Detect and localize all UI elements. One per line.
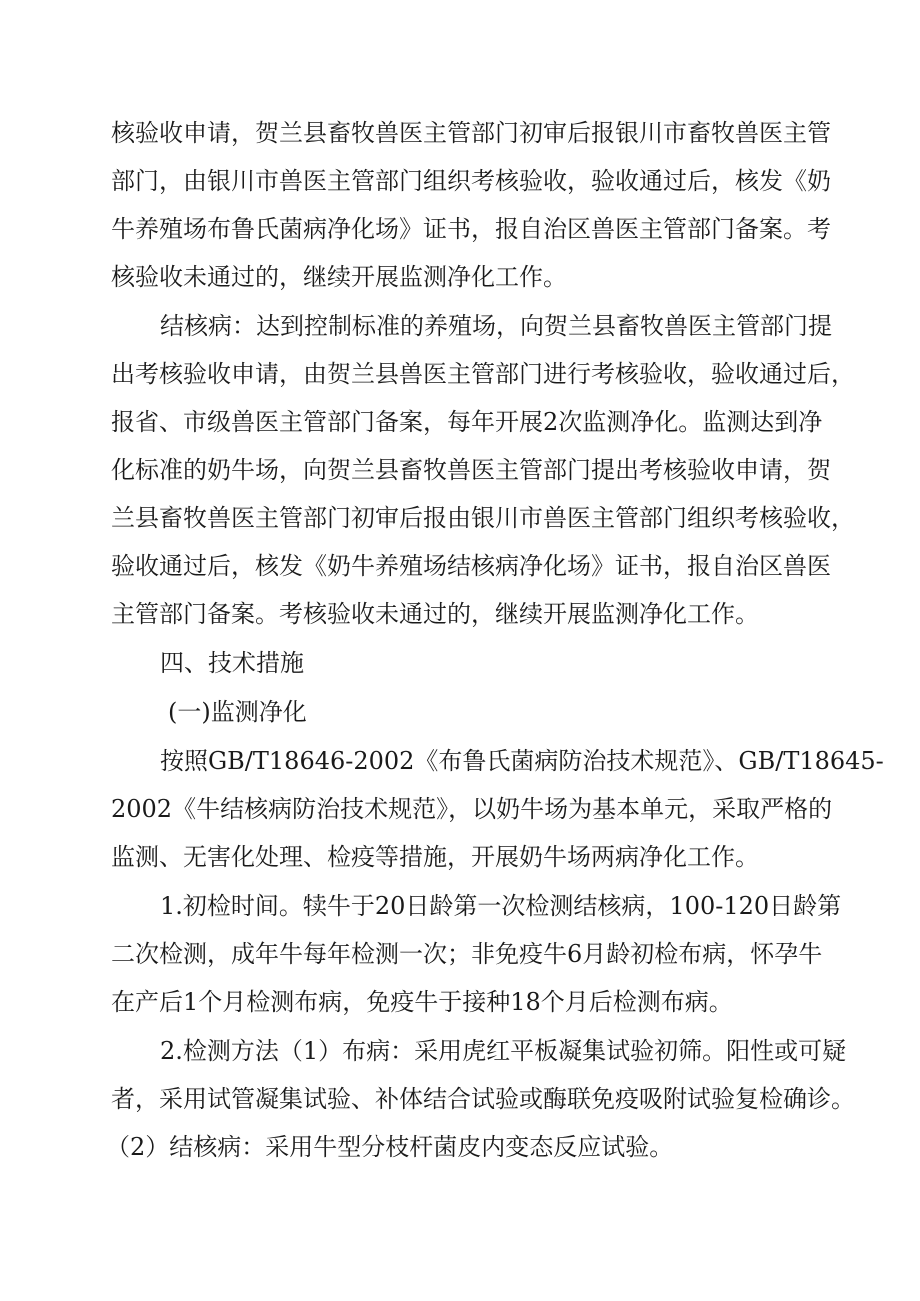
text-line: 化标准的奶牛场，向贺兰县畜牧兽医主管部门提出考核验收申请，贺	[111, 456, 831, 484]
text-line: 二次检测，成年牛每年检测一次；非免疫牛6月龄初检布病，怀孕牛	[111, 940, 823, 968]
text-line: 结核病：达到控制标准的养殖场，向贺兰县畜牧兽医主管部门提	[160, 312, 832, 340]
section-heading: 四、技术措施	[160, 649, 304, 677]
text-line: 部门，由银川市兽医主管部门组织考核验收，验收通过后，核发《奶	[111, 167, 831, 195]
text-line: 2002《牛结核病防治技术规范》，以奶牛场为基本单元，采取严格的	[111, 795, 833, 823]
text-line: 2.检测方法（1）布病：采用虎红平板凝集试验初筛。阳性或可疑	[160, 1037, 847, 1065]
text-line: 1.初检时间。犊牛于20日龄第一次检测结核病，100-120日龄第	[160, 892, 842, 920]
text-line: 核验收未通过的，继续开展监测净化工作。	[111, 263, 567, 291]
text-line: 验收通过后，核发《奶牛养殖场结核病净化场》证书，报自治区兽医	[111, 552, 831, 580]
subsection-heading: (一)监测净化	[168, 698, 307, 726]
text-line: 核验收申请，贺兰县畜牧兽医主管部门初审后报银川市畜牧兽医主管	[111, 119, 831, 147]
text-line: 牛养殖场布鲁氏菌病净化场》证书，报自治区兽医主管部门备案。考	[111, 215, 831, 243]
text-line: 按照GB/T18646-2002《布鲁氏菌病防治技术规范》、GB/T18645-	[160, 747, 884, 775]
text-line: （2）结核病：采用牛型分枝杆菌皮内变态反应试验。	[106, 1133, 674, 1161]
text-line: 报省、市级兽医主管部门备案，每年开展2次监测净化。监测达到净	[111, 408, 823, 436]
text-line: 监测、无害化处理、检疫等措施，开展奶牛场两病净化工作。	[111, 843, 759, 871]
text-line: 出考核验收申请，由贺兰县兽医主管部门进行考核验收，验收通过后，	[111, 360, 855, 388]
text-line: 主管部门备案。考核验收未通过的，继续开展监测净化工作。	[111, 600, 759, 628]
text-line: 在产后1个月检测布病，免疫牛于接种18个月后检测布病。	[111, 988, 733, 1016]
text-line: 者，采用试管凝集试验、补体结合试验或酶联免疫吸附试验复检确诊。	[111, 1085, 855, 1113]
text-line: 兰县畜牧兽医主管部门初审后报由银川市兽医主管部门组织考核验收，	[111, 504, 855, 532]
